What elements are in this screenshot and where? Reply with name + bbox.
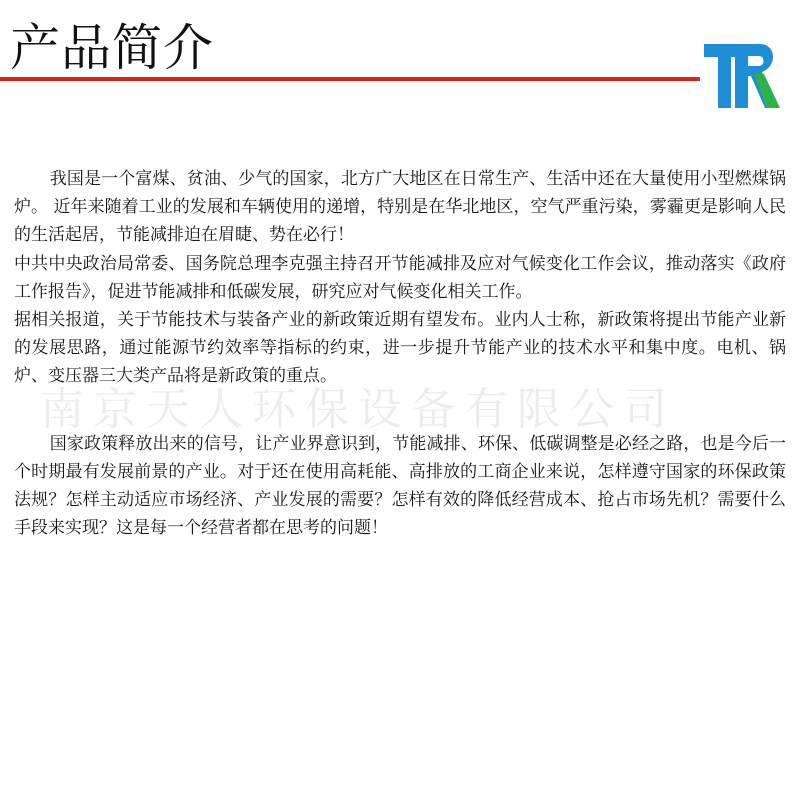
tr-logo-icon: [704, 42, 780, 110]
paragraph-4: 国家政策释放出来的信号，让产业界意识到，节能减排、环保、低碳调整是必经之路，也是今后一个时期最有发展前景的产业。对于还在使用高耗能、高排放的工商企业来说，怎样遵守国家的环保政策法规？怎样主动适应市场经济、产业发展的需要？怎样有效的降低经营成本、抢占市场先机？需要什么手段来实现？这是每一个经营者都在思考的问题！: [14, 433, 786, 539]
paragraph-2: 中共中央政治局常委、国务院总理李克强主持召开节能减排及应对气候变化工作会议，推动落实《政府工作报告》，促进节能减排和低碳发展，研究应对气候变化相关工作。: [14, 253, 786, 302]
title-rule: [0, 77, 700, 81]
company-watermark: 南京天人环保设备有限公司: [40, 385, 676, 435]
paragraph-3: 据相关报道，关于节能技术与装备产业的新政策近期有望发布。业内人士称，新政策将提出节能产业新的发展思路，通过能源节约效率等指标的约束，进一步提升节能产业的技术水平和集中度。电机、锅炉、变压器三大类产品将是新政策的重点。: [14, 310, 786, 387]
page-title: 产品简介: [10, 19, 214, 77]
paragraph-gap: [14, 391, 786, 430]
paragraph-1: 我国是一个富煤、贫油、少气的国家，北方广大地区在日常生产、生活中还在大量使用小型燃煤锅炉。 近年来随着工业的发展和车辆使用的递增，特别是在华北地区，空气严重污染，雾霾更是影响人民的生活起居，节能减排迫在眉睫、势在必行！: [14, 169, 786, 246]
intro-text: [14, 165, 786, 542]
header: [0, 0, 800, 110]
